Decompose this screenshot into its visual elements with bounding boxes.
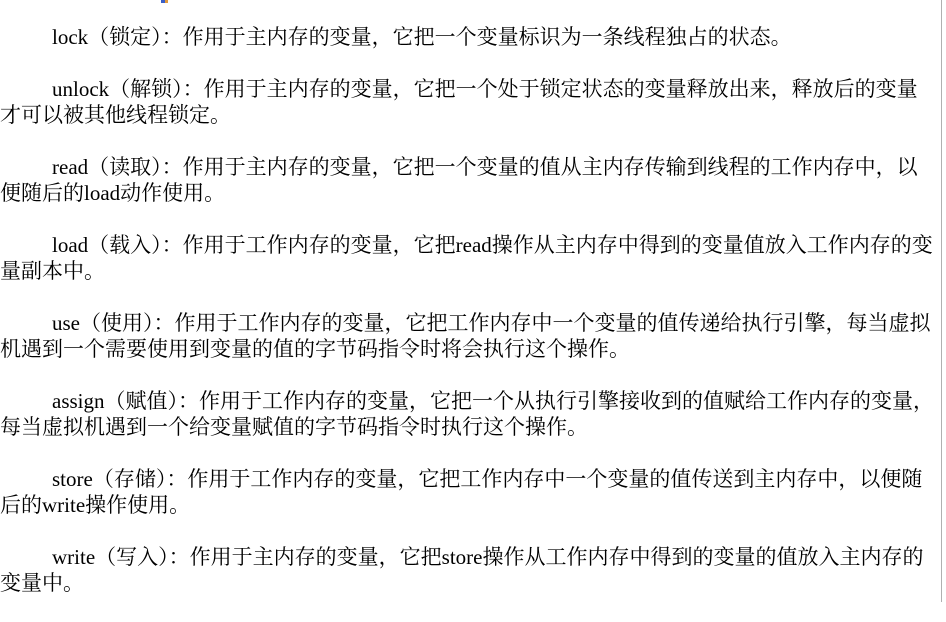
paragraph-assign: assign（赋值）：作用于工作内存的变量，它把一个从执行引擎接收到的值赋给工作内存的变量，每当虚拟机遇到一个给变量赋值的字节码指令时执行这个操作。	[0, 389, 934, 439]
paragraph-unlock: unlock（解锁）：作用于主内存的变量，它把一个处于锁定状态的变量释放出来，释放后的变量才可以被其他线程锁定。	[0, 77, 918, 127]
paragraph-load: load（载入）：作用于工作内存的变量，它把read操作从主内存中得到的变量值放入工作内存的变量副本中。	[0, 233, 933, 283]
page-edge-divider	[941, 0, 942, 602]
paragraph-read: read（读取）：作用于主内存的变量，它把一个变量的值从主内存传输到线程的工作内存中，以便随后的load动作使用。	[0, 155, 918, 205]
paragraph-write: write（写入）：作用于主内存的变量，它把store操作从工作内存中得到的变量的值放入主内存的变量中。	[0, 545, 924, 595]
paragraph-use: use（使用）：作用于工作内存的变量，它把工作内存中一个变量的值传递给执行引擎，每当虚拟机遇到一个需要使用到变量的值的字节码指令时将会执行这个操作。	[0, 311, 931, 361]
paragraph-store: store（存储）：作用于工作内存的变量，它把工作内存中一个变量的值传送到主内存中，以便随后的write操作使用。	[0, 467, 923, 517]
paragraph-lock: lock（锁定）：作用于主内存的变量，它把一个变量标识为一条线程独占的状态。	[52, 25, 792, 49]
